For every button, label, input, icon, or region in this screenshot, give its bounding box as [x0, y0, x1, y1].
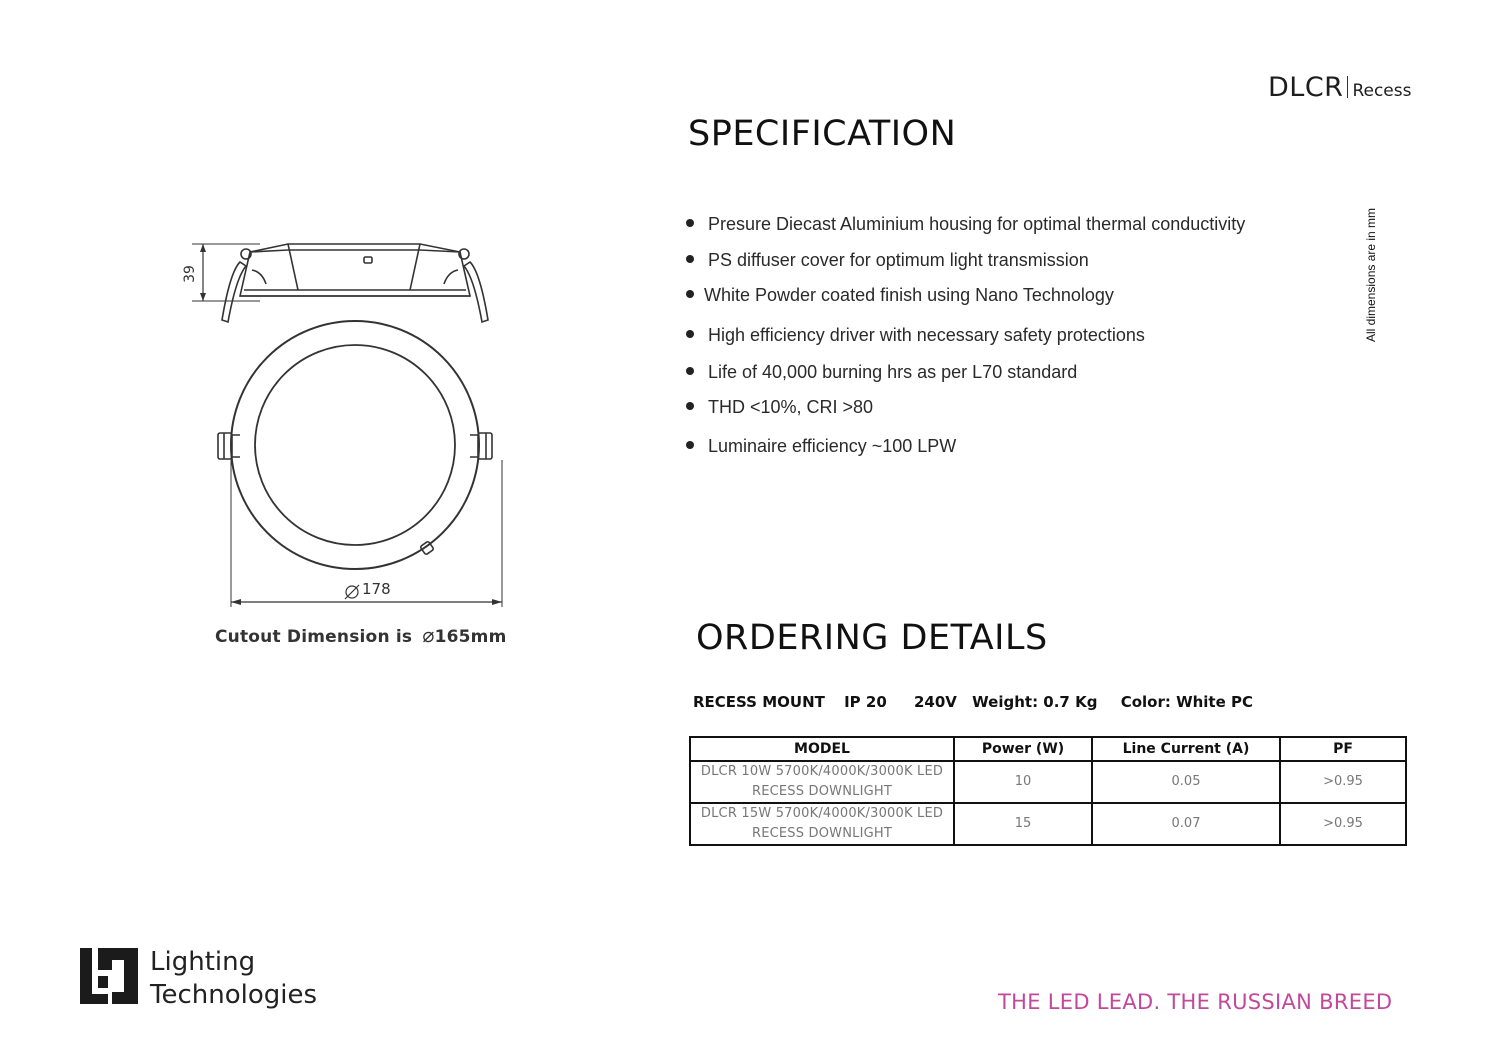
spec-item-text: Life of 40,000 burning hrs as per L70 standard [708, 362, 1078, 382]
brand-name [150, 946, 317, 1012]
bullet-icon [686, 290, 694, 298]
table-row [690, 803, 1406, 845]
cutout-dimension [215, 623, 507, 647]
product-code [1268, 72, 1411, 103]
bullet-icon [686, 402, 694, 410]
mount-type: RECESS MOUNT [693, 693, 825, 711]
brand-line2: Technologies [150, 980, 318, 1010]
cutout-value: 165mm [434, 627, 507, 647]
voltage: 240V [914, 693, 957, 711]
spec-item [686, 250, 1089, 271]
bullet-icon [686, 441, 694, 449]
ordering-table [689, 736, 1407, 846]
ordering-title: ORDERING DETAILS [696, 618, 1048, 658]
bullet-icon [686, 330, 694, 338]
spec-item-text: Presure Diecast Aluminium housing for optimal thermal conductivity [708, 214, 1246, 234]
current-cell: 0.07 [1092, 803, 1280, 845]
height-label: 39 [182, 265, 198, 283]
model-cell [690, 761, 954, 803]
table-row [690, 761, 1406, 803]
spec-item [686, 214, 1245, 235]
current-cell: 0.05 [1092, 761, 1280, 803]
header-separator [1347, 76, 1348, 98]
mount-info [693, 693, 1267, 711]
spec-item-text: Luminaire efficiency ~100 LPW [708, 436, 957, 456]
diameter-label: 178 [362, 580, 391, 598]
product-code-text: DLCR [1268, 72, 1344, 103]
cutout-label: Cutout Dimension is [215, 627, 413, 647]
column-header-current: Line Current (A) [1092, 737, 1280, 761]
spec-item [686, 436, 956, 457]
spec-item [686, 362, 1077, 383]
spec-item [686, 325, 1145, 346]
specification-title: SPECIFICATION [688, 114, 957, 154]
column-header-pf: PF [1280, 737, 1406, 761]
dimensions-note: All dimensions are in mm [1364, 207, 1378, 342]
model-line2: RECESS DOWNLIGHT [751, 784, 893, 799]
product-type-text: Recess [1352, 81, 1412, 101]
brand-line1: Lighting [150, 947, 256, 977]
bullet-icon [686, 255, 694, 263]
table-header-row [690, 737, 1406, 761]
power-cell: 15 [954, 803, 1092, 845]
power-cell: 10 [954, 761, 1092, 803]
pf-cell: >0.95 [1280, 803, 1406, 845]
spec-item-text: High efficiency driver with necessary safety protections [708, 325, 1145, 345]
model-line2: RECESS DOWNLIGHT [751, 826, 893, 841]
color: Color: White PC [1120, 693, 1253, 711]
technical-drawing [170, 232, 540, 622]
pf-cell: >0.95 [1280, 761, 1406, 803]
model-line1: DLCR 15W 5700K/4000K/3000K LED [700, 806, 944, 821]
diameter-icon: ⌀ [422, 623, 435, 647]
spec-item [686, 397, 873, 418]
spec-item-text: PS diffuser cover for optimum light transmission [708, 250, 1089, 270]
column-header-power: Power (W) [954, 737, 1092, 761]
ip-rating: IP 20 [844, 693, 887, 711]
brand-logo-icon [80, 946, 140, 1006]
weight: Weight: 0.7 Kg [972, 693, 1098, 711]
model-cell [690, 803, 954, 845]
column-header-model: MODEL [690, 737, 954, 761]
spec-item-text: THD <10%, CRI >80 [708, 397, 874, 417]
tagline: THE LED LEAD. THE RUSSIAN BREED [998, 990, 1393, 1014]
model-line1: DLCR 10W 5700K/4000K/3000K LED [700, 764, 944, 779]
spec-item [686, 285, 1114, 306]
side-view [192, 244, 488, 322]
bullet-icon [686, 219, 694, 227]
bullet-icon [686, 367, 694, 375]
top-view [218, 321, 502, 607]
spec-item-text: White Powder coated finish using Nano Technology [704, 285, 1114, 305]
